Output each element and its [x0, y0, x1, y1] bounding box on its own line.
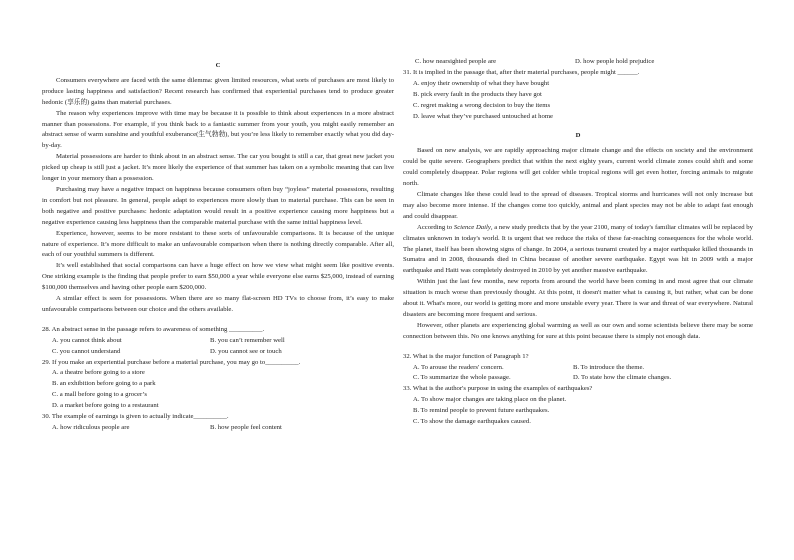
source-name: Science Daily [453, 223, 491, 231]
passage-c-label: C [215, 62, 221, 69]
q32-option-b[interactable]: B. To introduce the theme. [573, 363, 645, 371]
q31-option-a[interactable]: A. enjoy their ownership of what they have bought [413, 79, 550, 87]
passage-d-label: D [575, 132, 581, 140]
passage-d-paragraph-5: However, other planets are experiencing global warming as well as our own and some scientists believe there may be some connection between this. No one knows anything for sure at this point because there is simply not enough data. [403, 321, 753, 340]
passage-c-paragraph: It’s well established that social comparisons can have a huge effect on how we view what might seem like positive events. One striking example is the finding that people prefer to earn $50,000 a year while everyone else earns $25,000, instead of earning $100,000 themselves and having other people earn $200,000. [42, 262, 394, 292]
passage-c-paragraph: Experience, however, seems to be more resistant to these sorts of unfavourable comparisons. It is because of the unique nature of experience. It’s more difficult to make an unfavourable comparison when there is nothing directly comparable. After all, each of our youthful summers is different. [42, 229, 394, 259]
q30-option-d[interactable]: D. how people hold prejudice [575, 58, 655, 65]
passage-d-paragraph-1: Based on new analysis, we are rapidly approaching major climate change and the effects on society and the environment could be quite severe. Geographers predict that within the next eighty years, current world climate zones could shift and some could completely disappear. Polar regions will get colder while tropical regions will get even hotter, forcing animals to migrate north. [403, 147, 753, 188]
q28-option-b[interactable]: B. you can’t remember well [210, 336, 285, 344]
q28-option-c[interactable]: C. you cannot understand [52, 347, 121, 355]
q28-option-d[interactable]: D. you cannot see or touch [210, 347, 282, 355]
question-33-stem: 33. What is the author's purpose in using the examples of earthquakes? [403, 385, 593, 393]
right-column [403, 57, 753, 428]
q31-option-d[interactable]: D. leave what they’ve purchased untouched at home [413, 112, 554, 120]
q30-option-b[interactable]: B. how people feel content [210, 424, 282, 431]
q32-option-c[interactable]: C. To summarize the whole passage. [413, 374, 511, 382]
left-column [42, 52, 394, 434]
q29-option-c[interactable]: C. a mall before going to a grocer’s [52, 391, 147, 399]
passage-d-paragraph-4: Within just the last few months, new reports from around the world have been coming in and most agree that our climate situation is much worse than previously thought. At this point, it doesn't matter what is causing it, but rather, what can be done about it. What's more, our world is getting more and more unstable every year. There is war and threat of war everywhere. Natural disasters are becoming more frequent and serious. [403, 278, 753, 318]
q32-option-d[interactable]: D. To state how the climate changes. [573, 374, 672, 382]
question-30-options-row2 [403, 57, 753, 68]
q33-option-c[interactable]: C. To show the damage earthquakes caused. [413, 418, 531, 426]
question-29-stem: 29. If you make an experiential purchase before a material purchase, you may go to__________. [42, 358, 301, 366]
q29-option-a[interactable]: A. a theatre before going to a store [52, 369, 145, 377]
q33-option-b[interactable]: B. To remind people to prevent future earthquakes. [413, 407, 550, 415]
question-28-stem: 28. An abstract sense in the passage refers to awareness of something __________. [42, 325, 265, 333]
question-31-stem: 31. It is implied in the passage that, after their material purchases, people might ______. [403, 68, 640, 76]
q29-option-d[interactable]: D. a market before going to a restaurant [52, 402, 159, 410]
q33-option-a[interactable]: A. To show major changes are taking place on the planet. [413, 396, 567, 404]
q29-option-b[interactable]: B. an exhibition before going to a park [52, 380, 156, 388]
question-32-stem: 32. What is the major function of Paragraph 1? [403, 352, 529, 360]
q31-option-b[interactable]: B. pick every fault in the products they have got [413, 90, 542, 98]
question-28-options-row1 [42, 336, 394, 347]
question-30-options-row1 [42, 423, 394, 434]
passage-c-paragraph: The reason why experiences improve with time may be because it is possible to think about experiences in a more abstract manner than possessions. For example, if you think back to a fantastic summer from your youth, you might easily remember an abstract sense of warm sunshine and youthful exuberance(生气勃勃), but you’re less likely to remember exactly what you did day-by-day. [42, 109, 394, 150]
passage-c-paragraph: Consumers everywhere are faced with the same dilemma: given limited resources, what sorts of purchases are most likely to produce lasting happiness and satisfaction? Recent research has confirmed that experiential purchases tend to produce greater hedonic (享乐的) gains than material purchases. [42, 76, 394, 106]
question-32-options-row1 [403, 363, 753, 374]
p3-lead: According to [417, 223, 454, 231]
question-32-options-row2 [403, 373, 753, 384]
p3-body: , a new study predicts that by the year 2100, many of today's familiar climates will be replaced by climates unknown in today's world. It is urgent that we reduce the risks of these far-reaching consequences for the whole world. The planet, itself has been showing signs of change. In 2004, a serious tsunami created by a major earthquake killed thousands in Sumatra and in 2008, thousands died in China because of another severe earthquake. Egypt was hit in 2009 with a major earthquake and Haiti was completely destroyed in 2010 by yet another massive earthquake. [403, 223, 753, 275]
question-30-stem: 30. The example of earnings is given to actually indicate__________. [42, 413, 229, 421]
passage-c-paragraph: Material possessions are harder to think about in an abstract sense. The car you bought is still a car, that great new jacket you picked up cheap is still just a jacket. It’s more likely the experience of that summer has taken on a symbolic meaning that can live longer in your memory than a possession. [42, 153, 394, 183]
passage-d-paragraph-3 [403, 223, 753, 278]
q28-option-a[interactable]: A. you cannot think about [52, 336, 122, 344]
question-28-options-row2 [42, 347, 394, 358]
passage-d-paragraph-2: Climate changes like these could lead to the spread of diseases. Tropical storms and hurricanes will not only increase but may also become more intense. If the changes come too quickly, animal and plant species may not be able to adapt fast enough and could disappear. [403, 190, 753, 220]
q32-option-a[interactable]: A. To arouse the readers' concern. [413, 363, 504, 371]
q30-option-a[interactable]: A. how ridiculous people are [52, 424, 130, 431]
q30-option-c[interactable]: C. how nearsighted people are [415, 58, 497, 65]
passage-c-paragraph: Purchasing may have a negative impact on happiness because consumers often buy “joyless” material possessions, resulting in comfort but not pleasure. In general, people adapt to experiences more slowly than to material purchase. This can be seen in both negative and positive purchases: hedonic adaptation would result in a positive experience causing more happiness but a negative experience causing less happiness than the comparable material purchase with the same initial happiness level. [42, 185, 394, 226]
passage-c-paragraph: A similar effect is seen for possessions. When there are so many flat-screen HD TVs to choose from, it’s easy to make unfavourable comparisons between our choice and the others available. [42, 295, 394, 313]
q31-option-c[interactable]: C. regret making a wrong decision to buy the items [413, 101, 551, 109]
